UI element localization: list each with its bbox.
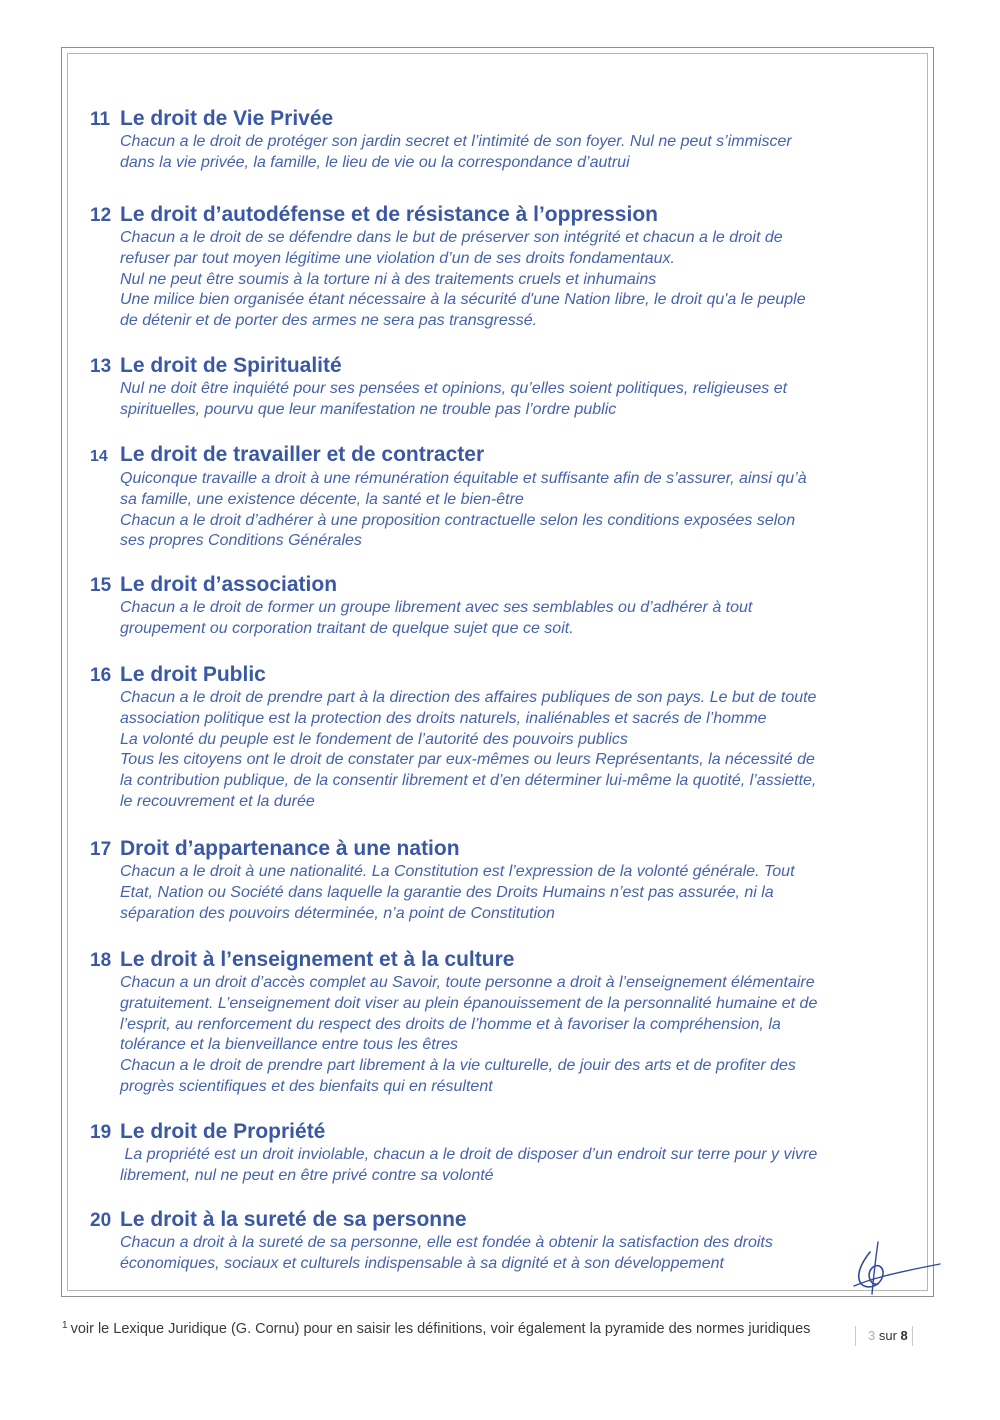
article-heading: Le droit d’autodéfense et de résistance à l’oppression (120, 203, 658, 226)
article-line: la contribution publique, de la consentir librement et d’en déterminer lui-même la quotité, l’assiette, (120, 772, 817, 790)
article-number: 20 (90, 1210, 112, 1231)
article-line: La propriété est un droit inviolable, chacun a le droit de disposer d’un endroit sur terre pour y vivre (120, 1146, 818, 1163)
article-line: Chacun a le droit de protéger son jardin secret et l’intimité de son foyer. Nul ne peut s’immiscer (120, 133, 792, 150)
article-line: La volonté du peuple est le fondement de l’autorité des pouvoirs publics (120, 730, 628, 748)
article-number: 14 (90, 448, 108, 465)
article-line: association politique est la protection des droits naturels, inaliénables et sacrés de l’homme (120, 709, 767, 727)
article-body (120, 228, 920, 332)
article-line: Etat, Nation ou Société dans laquelle la garantie des Droits Humains n’est pas assurée, ni la (120, 883, 774, 901)
article-heading: Le droit de Spiritualité (120, 354, 342, 377)
article-line: l’esprit, au renforcement du respect des droits de l’homme et à favoriser la compréhension, la (120, 1015, 781, 1033)
article-number: 12 (90, 205, 112, 226)
page-separator: sur (878, 1328, 897, 1343)
article-title (90, 573, 920, 598)
article-line: Chacun a le droit de se défendre dans le but de préserver son intégrité et chacun a le droit de (120, 229, 783, 246)
article-heading: Le droit à l’enseignement et à la culture (120, 948, 515, 971)
article-title (90, 354, 920, 379)
article-body (120, 1233, 920, 1275)
article-19 (90, 1120, 920, 1187)
article-line: Nul ne doit être inquiété pour ses pensées et opinions, qu’elles soient politiques, religieuses et (120, 380, 788, 397)
page-total: 8 (900, 1328, 908, 1343)
article-number: 18 (90, 950, 112, 971)
article-line: Nul ne peut être soumis à la torture ni à des traitements cruels et inhumains (120, 270, 657, 288)
article-line: de détenir et de porter des armes ne sera pas transgressé. (120, 312, 538, 330)
article-body (120, 973, 920, 1098)
footnote-text: voir le Lexique Juridique (G. Cornu) pour en saisir les définitions, voir également la pyramide des normes juridiques (70, 1321, 811, 1337)
article-body (120, 688, 920, 813)
page-current: 3 (868, 1328, 876, 1343)
article-body (120, 598, 920, 640)
article-number: 15 (90, 575, 112, 596)
article-line: Quiconque travaille a droit à une rémunération équitable et suffisante afin de s’assurer, ainsi qu’à (120, 470, 807, 487)
article-number: 13 (90, 356, 112, 377)
article-line: Chacun a le droit d’adhérer à une proposition contractuelle selon les conditions exposées selon (120, 511, 796, 529)
article-title (90, 443, 920, 469)
article-heading: Le droit Public (120, 663, 266, 686)
article-title (90, 948, 920, 973)
article-line: économiques, sociaux et culturels indispensable à sa dignité et à son développement (120, 1254, 724, 1272)
article-number: 11 (90, 109, 111, 130)
article-line: Chacun a un droit d’accès complet au Savoir, toute personne a droit à l’enseignement élémentaire (120, 974, 815, 991)
article-line: Chacun a le droit de former un groupe librement avec ses semblables ou d’adhérer à tout (120, 599, 753, 616)
article-number: 19 (90, 1122, 112, 1143)
article-heading: Le droit de Propriété (120, 1120, 326, 1143)
article-13 (90, 354, 920, 421)
article-number: 17 (90, 839, 112, 860)
article-line: le recouvrement et la durée (120, 792, 315, 810)
footnote (62, 1320, 810, 1337)
article-line: groupement ou corporation traitant de quelque sujet que ce soit. (120, 619, 574, 637)
article-number: 16 (90, 665, 112, 686)
article-title (90, 837, 920, 862)
signature-mark (848, 1240, 948, 1296)
article-title (90, 107, 920, 132)
article-heading: Droit d’appartenance à une nation (120, 837, 460, 860)
article-line: Chacun a le droit de prendre part librement à la vie culturelle, de jouir des arts et de profiter des (120, 1057, 796, 1075)
article-body (120, 862, 920, 924)
article-body (120, 132, 920, 174)
article-line: refuser par tout moyen légitime une violation d’un de ses droits fondamentaux. (120, 249, 675, 267)
article-18 (90, 948, 920, 1098)
article-line: gratuitement. L’enseignement doit viser au plein épanouissement de la personnalité humaine et de (120, 994, 818, 1012)
article-line: progrès scientifiques et des bienfaits qui en résultent (120, 1077, 493, 1095)
article-heading: Le droit de travailler et de contracter (120, 443, 485, 466)
article-line: Une milice bien organisée étant nécessaire à la sécurité d'une Nation libre, le droit qu'a le peuple (120, 291, 806, 309)
footnote-marker: 1 (62, 1320, 68, 1331)
article-body (120, 379, 920, 421)
article-body (120, 1145, 920, 1187)
page-number (855, 1326, 913, 1346)
article-title (90, 1208, 920, 1233)
article-11 (90, 107, 920, 174)
article-line: Chacun a le droit à une nationalité. La Constitution est l’expression de la volonté générale. Tout (120, 863, 795, 880)
article-heading: Le droit à la sureté de sa personne (120, 1208, 467, 1231)
article-17 (90, 837, 920, 924)
article-15 (90, 573, 920, 640)
article-title (90, 1120, 920, 1145)
article-line: Tous les citoyens ont le droit de constater par eux-mêmes ou leurs Représentants, la nécessité de (120, 751, 815, 769)
article-line: librement, nul ne peut en être privé contre sa volonté (120, 1166, 494, 1184)
article-line: ses propres Conditions Générales (120, 532, 362, 550)
article-line: spirituelles, pourvu que leur manifestation ne trouble pas l’ordre public (120, 400, 617, 418)
article-14 (90, 443, 920, 552)
article-line: dans la vie privée, la famille, le lieu de vie ou la correspondance d’autrui (120, 153, 630, 171)
article-line: sa famille, une existence décente, la santé et le bien-être (120, 490, 524, 508)
article-12 (90, 203, 920, 332)
article-heading: Le droit de Vie Privée (120, 107, 334, 130)
article-line: Chacun a le droit de prendre part à la direction des affaires publiques de son pays. Le but de toute (120, 689, 817, 706)
article-line: Chacun a droit à la sureté de sa personne, elle est fondée à obtenir la satisfaction des droits (120, 1234, 773, 1251)
article-20 (90, 1208, 920, 1275)
article-title (90, 663, 920, 688)
article-title (90, 203, 920, 228)
article-body (120, 469, 920, 552)
article-line: tolérance et la bienveillance entre tous les êtres (120, 1036, 458, 1054)
article-16 (90, 663, 920, 813)
article-heading: Le droit d’association (120, 573, 338, 596)
article-line: séparation des pouvoirs déterminée, n’a point de Constitution (120, 904, 555, 922)
